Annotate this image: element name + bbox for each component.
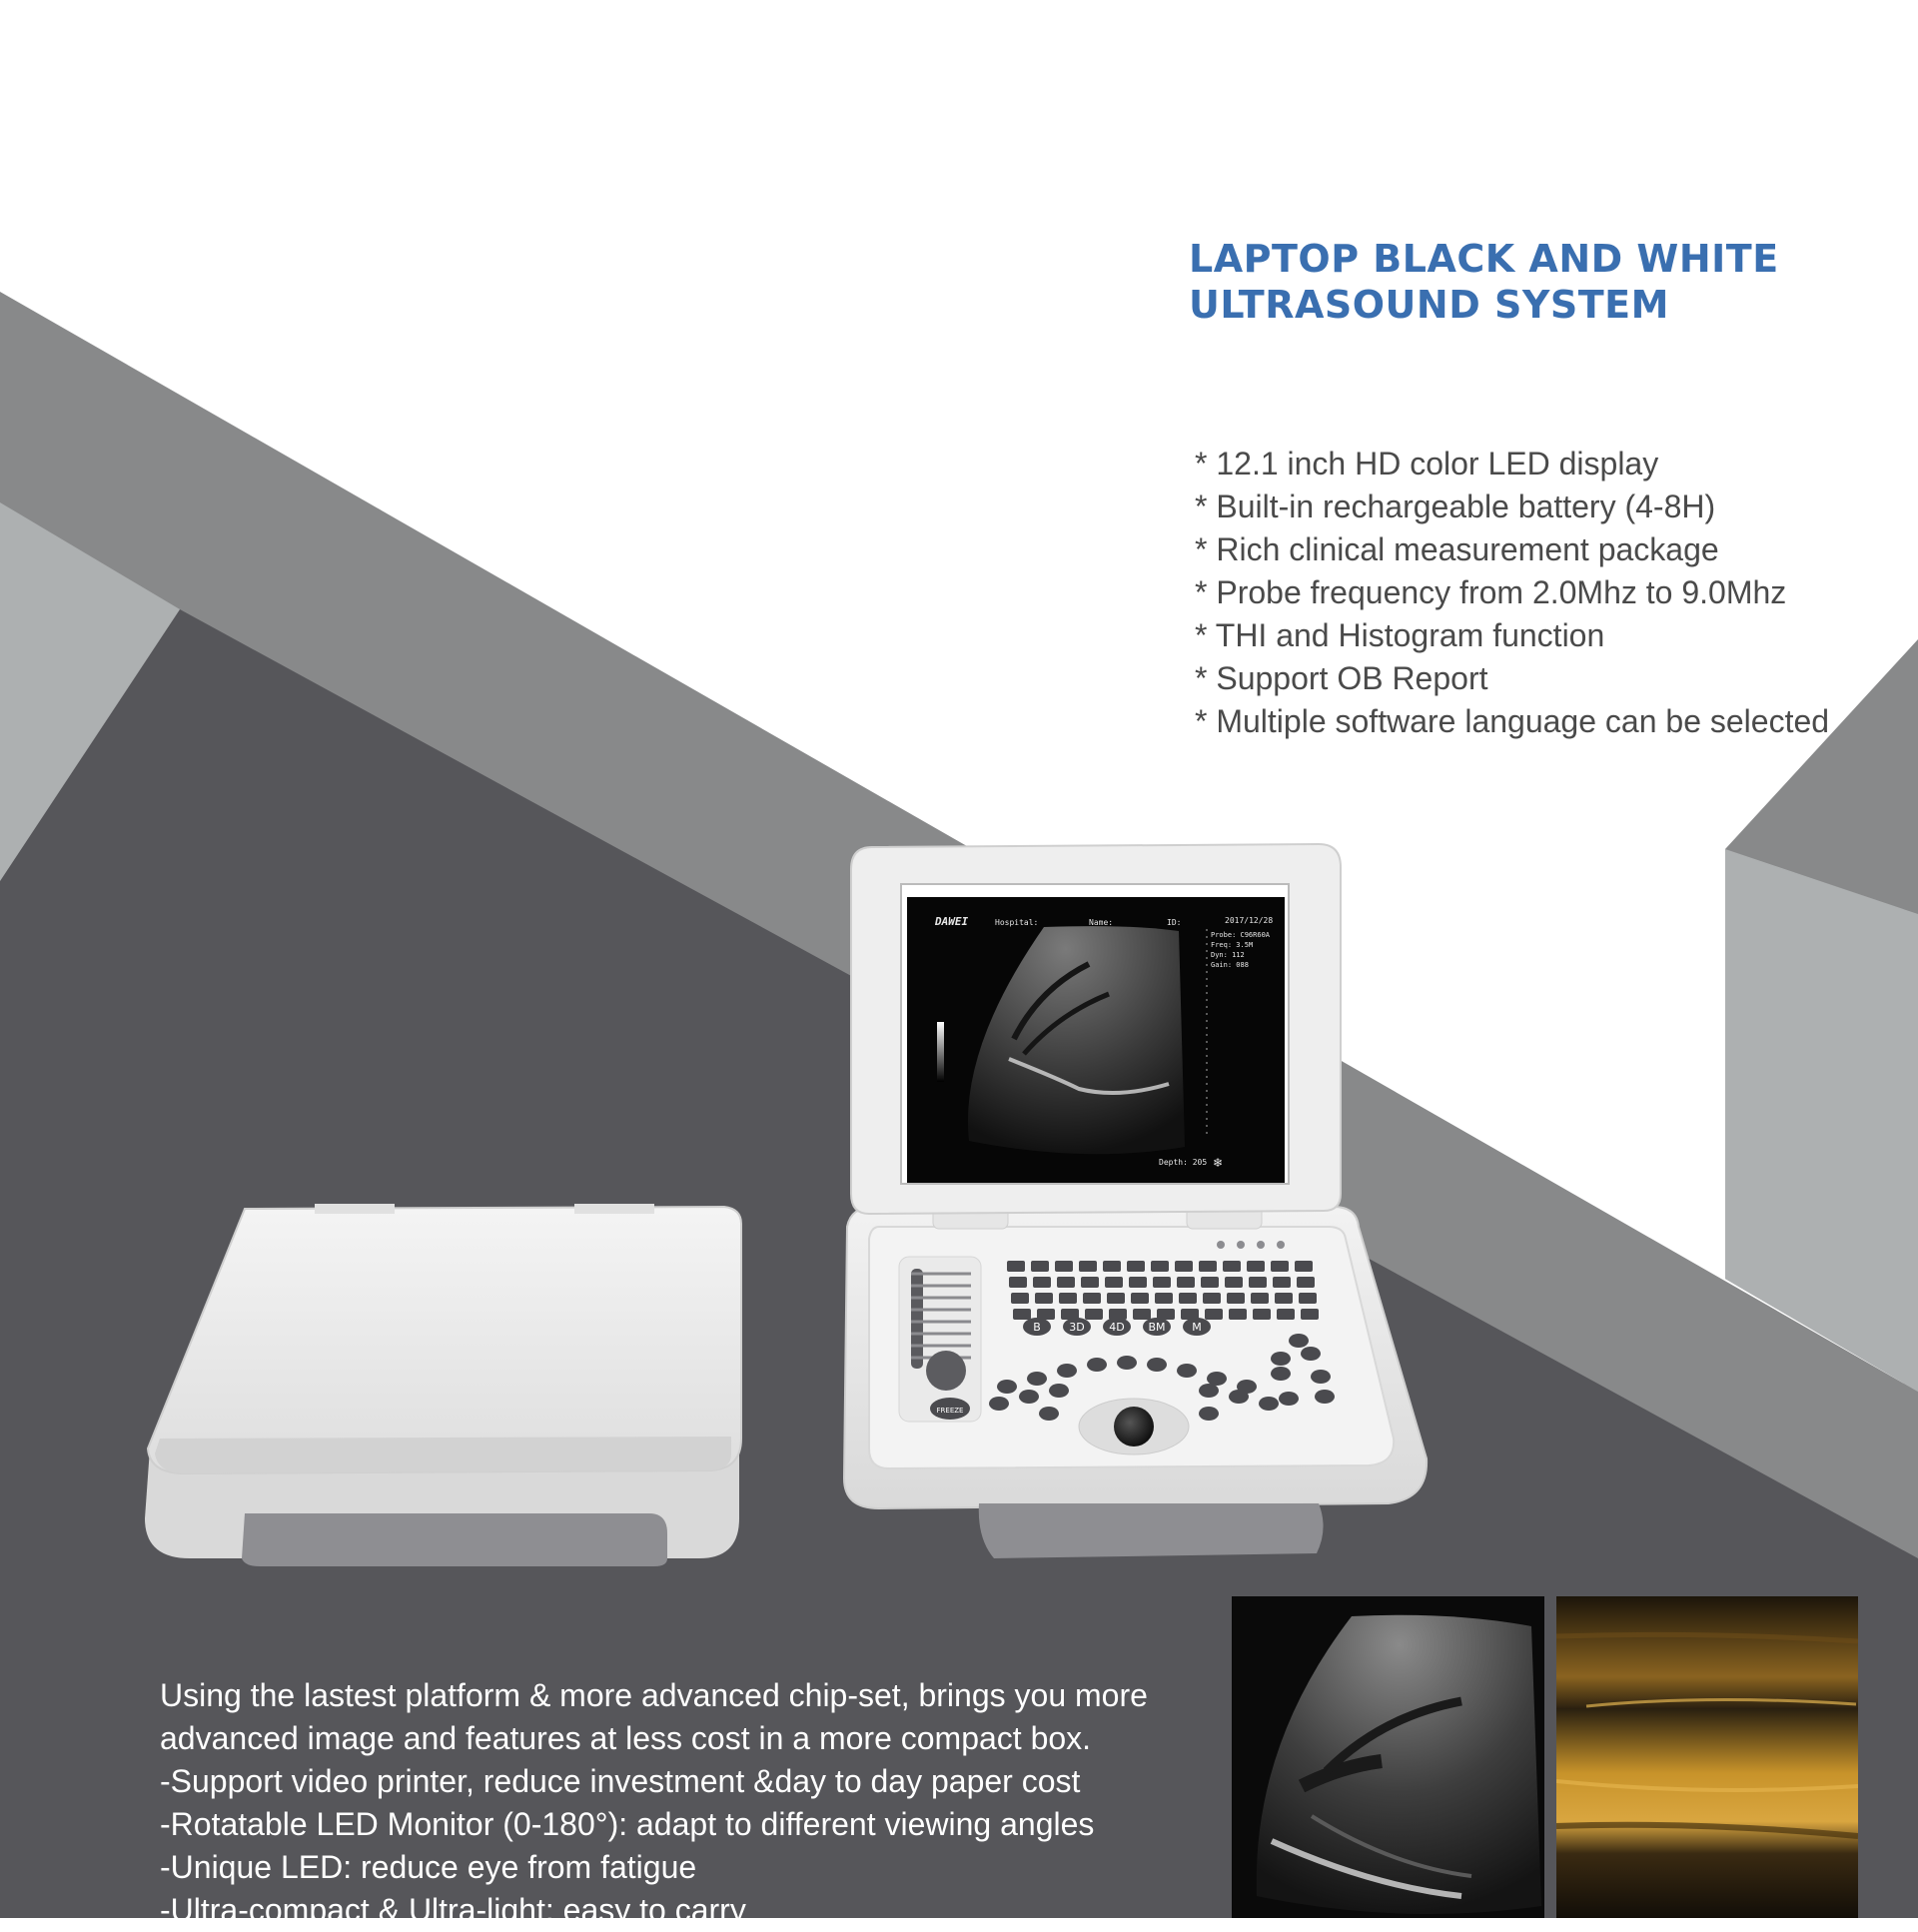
keyboard-key (989, 1397, 1009, 1411)
keyboard-key (1179, 1293, 1197, 1304)
svg-text:Name:: Name: (1089, 918, 1114, 927)
feature-item: * Multiple software language can be selected (1195, 700, 1829, 743)
keyboard-key (1297, 1277, 1315, 1288)
keyboard-key (1083, 1293, 1101, 1304)
keyboard-key (1253, 1309, 1271, 1320)
keyboard-key (1103, 1261, 1121, 1272)
keyboard-key (1229, 1309, 1247, 1320)
feature-item: * Probe frequency from 2.0Mhz to 9.0Mhz (1195, 571, 1829, 614)
keyboard-key (1177, 1277, 1195, 1288)
closed-unit (145, 1204, 741, 1566)
svg-text:DAWEI: DAWEI (935, 915, 969, 928)
mode-key-m (1183, 1318, 1211, 1336)
keyboard-key (1085, 1309, 1103, 1320)
keyboard-key (1055, 1261, 1073, 1272)
keyboard-key (1129, 1277, 1147, 1288)
open-unit-base (844, 1201, 1427, 1558)
svg-text:M: M (1192, 1321, 1202, 1334)
feature-item: * Support OB Report (1195, 657, 1829, 700)
keyboard-key (1057, 1277, 1075, 1288)
keyboard-key (1273, 1277, 1291, 1288)
svg-text:Depth: 205: Depth: 205 (1159, 1158, 1208, 1167)
svg-text:Dyn: 112: Dyn: 112 (1211, 951, 1245, 959)
keyboard-key (1229, 1390, 1249, 1404)
keyboard-key (1199, 1384, 1219, 1398)
description-line: advanced image and features at less cost in a more compact box. (160, 1720, 1092, 1756)
keyboard-key (1223, 1261, 1241, 1272)
mode-key-4d (1103, 1318, 1131, 1336)
keyboard-key (1057, 1364, 1077, 1378)
freeze-icon: ❄ (1213, 1156, 1224, 1170)
svg-text:Probe: C96R60A: Probe: C96R60A (1211, 931, 1271, 939)
closed-handle (242, 1513, 667, 1566)
keyboard-key (1249, 1277, 1267, 1288)
keyboard-key (1033, 1277, 1051, 1288)
keyboard-key (1147, 1358, 1167, 1372)
keyboard-key (1031, 1261, 1049, 1272)
svg-text:Freq: 3.5M: Freq: 3.5M (1211, 941, 1254, 949)
keyboard-key (1105, 1277, 1123, 1288)
description-text (160, 1674, 1148, 1932)
open-unit-lid (851, 844, 1341, 1214)
description-line: -Support video printer, reduce investment &day to day paper cost (160, 1763, 1081, 1799)
keyboard-key (1275, 1293, 1293, 1304)
description-line: -Rotatable LED Monitor (0-180°): adapt to different viewing angles (160, 1806, 1095, 1842)
keyboard-key (1295, 1261, 1313, 1272)
mode-key-bm (1143, 1318, 1171, 1336)
gray-scale-bar (937, 1022, 944, 1082)
keyboard-key (1225, 1277, 1243, 1288)
keyboard-key (1201, 1277, 1219, 1288)
svg-text:BM: BM (1148, 1321, 1166, 1334)
keyboard-key (1177, 1364, 1197, 1378)
keyboard-key (1277, 1309, 1295, 1320)
keyboard-key (1205, 1309, 1223, 1320)
svg-text:4D: 4D (1109, 1321, 1125, 1334)
feature-item: * 12.1 inch HD color LED display (1195, 443, 1829, 485)
keyboard-key (1301, 1309, 1319, 1320)
keyboard-key (1079, 1261, 1097, 1272)
keyboard-key (1155, 1293, 1173, 1304)
description-line: Using the lastest platform & more advanced chip-set, brings you more (160, 1677, 1148, 1713)
svg-text:Hospital:: Hospital: (995, 918, 1039, 927)
open-handle (979, 1503, 1324, 1558)
keyboard-key (1279, 1392, 1299, 1406)
svg-text:Gain: 088: Gain: 088 (1211, 961, 1249, 969)
keyboard-key (1251, 1293, 1269, 1304)
keyboard-key (1049, 1384, 1069, 1398)
svg-text:2017/12/28: 2017/12/28 (1225, 916, 1274, 925)
keyboard-key (1059, 1293, 1077, 1304)
keyboard-key (1301, 1347, 1321, 1361)
keyboard-key (1175, 1261, 1193, 1272)
svg-text:FREEZE: FREEZE (936, 1407, 964, 1415)
keyboard-key (1009, 1277, 1027, 1288)
keyboard-key (1039, 1407, 1059, 1421)
keyboard-key (1203, 1293, 1221, 1304)
keyboard-key (1153, 1277, 1171, 1288)
keyboard-key (1299, 1293, 1317, 1304)
keyboard-key (1081, 1277, 1099, 1288)
keyboard-key (997, 1380, 1017, 1394)
keyboard-key (1227, 1293, 1245, 1304)
keyboard-key (1027, 1372, 1047, 1386)
svg-text:3D: 3D (1069, 1321, 1085, 1334)
description-line: -Ultra-compact & Ultra-light: easy to carry (160, 1892, 746, 1928)
sample-image-bw (1232, 1596, 1544, 1918)
keyboard-key (1271, 1367, 1291, 1381)
keyboard-key (1199, 1407, 1219, 1421)
keyboard-key (1107, 1293, 1125, 1304)
sample-image-amber (1556, 1596, 1858, 1918)
keyboard-key (1007, 1261, 1025, 1272)
keyboard-key (1087, 1358, 1107, 1372)
keyboard-key (1131, 1293, 1149, 1304)
feature-item: * Rich clinical measurement package (1195, 528, 1829, 571)
keyboard-key (1019, 1390, 1039, 1404)
feature-item: * Built-in rechargeable battery (4-8H) (1195, 485, 1829, 528)
keyboard-key (1133, 1309, 1151, 1320)
keyboard-key (1247, 1261, 1265, 1272)
keyboard-key (1117, 1356, 1137, 1370)
keyboard-key (1315, 1390, 1335, 1404)
keyboard-key (1199, 1261, 1217, 1272)
trackball (1114, 1407, 1154, 1447)
keyboard-key (1013, 1309, 1031, 1320)
mode-key-3d (1063, 1318, 1091, 1336)
feature-item: * THI and Histogram function (1195, 614, 1829, 657)
svg-text:ID:: ID: (1167, 918, 1182, 927)
keyboard-key (1271, 1352, 1291, 1366)
keyboard-key (1271, 1261, 1289, 1272)
description-line: -Unique LED: reduce eye from fatigue (160, 1849, 697, 1885)
title-line-2: ULTRASOUND SYSTEM (1189, 283, 1669, 327)
freeze-key (930, 1398, 970, 1420)
keyboard-key (1259, 1397, 1279, 1411)
keyboard-key (1035, 1293, 1053, 1304)
title-line-1: LAPTOP BLACK AND WHITE (1189, 237, 1779, 281)
keyboard-key (1151, 1261, 1169, 1272)
mode-key-b (1023, 1318, 1051, 1336)
keyboard-key (1311, 1370, 1331, 1384)
svg-text:B: B (1033, 1321, 1041, 1334)
keyboard-key (1011, 1293, 1029, 1304)
keyboard-key (1207, 1372, 1227, 1386)
keyboard-key (1127, 1261, 1145, 1272)
keyboard-key (1289, 1334, 1309, 1348)
